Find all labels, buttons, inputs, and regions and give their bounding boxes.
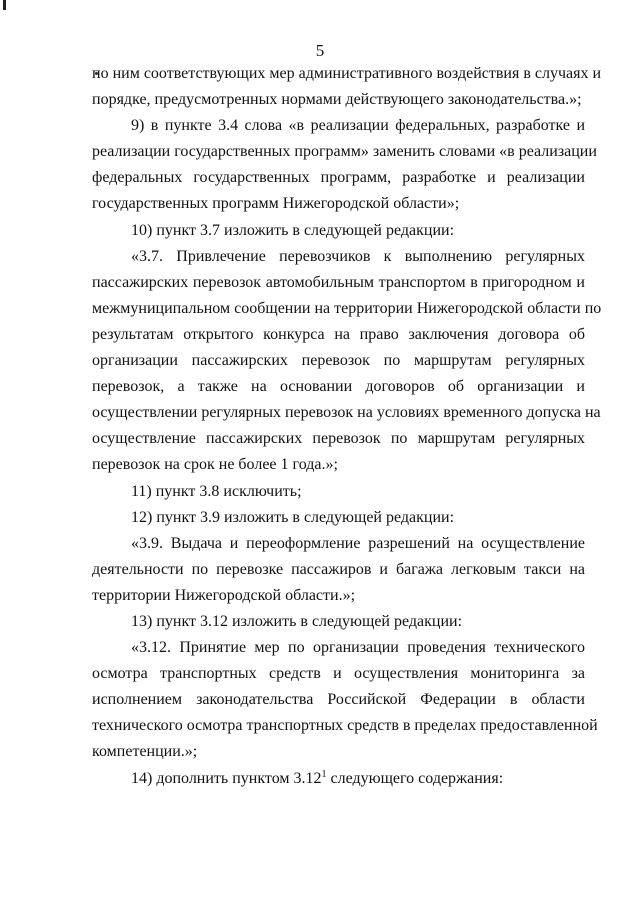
superscript-index: 1 xyxy=(321,768,327,780)
text-line: «3.7. Привлечение перевозчиков к выполнению регулярных xyxy=(131,247,585,265)
text-line: деятельности по перевозке пассажиров и багажа легковым такси на xyxy=(92,560,585,578)
paragraph-item-13 xyxy=(92,609,585,635)
paragraph-continuation xyxy=(92,61,602,113)
text-line: «3.12. Принятие мер по организации проведения технического xyxy=(131,639,585,657)
page-number: 5 xyxy=(315,41,325,60)
text-line: порядке, предусмотренных нормами действующего законодательства.»; xyxy=(92,91,582,109)
document-body xyxy=(92,61,602,792)
text-line: пассажирских перевозок автомобильным транспортом в пригородном и xyxy=(92,273,585,291)
paragraph-item-10 xyxy=(92,218,585,244)
text-line xyxy=(92,766,585,792)
text-line: перевозок на срок не более 1 года.»; xyxy=(92,456,338,474)
text-line: исполнением законодательства Российской Федерации в области xyxy=(92,691,585,709)
text-line: 11) пункт 3.8 исключить; xyxy=(131,482,302,500)
text-line: территории Нижегородской области.»; xyxy=(92,586,356,604)
paragraph-item-11 xyxy=(92,479,585,505)
text-line: 9) в пункте 3.4 слова «в реализации федеральных, разработке и xyxy=(131,117,585,135)
text-line: 13) пункт 3.12 изложить в следующей редакции: xyxy=(131,612,463,630)
text-line: межмуниципальном сообщении на территории Нижегородской области по xyxy=(92,299,602,317)
text-line: компетенции.»; xyxy=(92,743,198,761)
text-line: «3.9. Выдача и переоформление разрешений на осуществление xyxy=(131,534,585,552)
paragraph-quote-3-7 xyxy=(92,244,602,479)
text-line: 10) пункт 3.7 изложить в следующей редакции: xyxy=(131,221,455,239)
item-14-text: 14) дополнить пунктом 3.12 xyxy=(131,769,322,787)
paragraph-item-14 xyxy=(92,766,585,792)
item-14-text-end: следующего содержания: xyxy=(326,769,504,787)
text-line: государственных программ Нижегородской области»; xyxy=(92,195,460,213)
paragraph-item-9 xyxy=(92,113,597,217)
text-line: федеральных государственных программ, разработке и реализации xyxy=(92,169,585,187)
text-line: технического осмотра транспортных средств в пределах предоставленной xyxy=(92,717,598,735)
paragraph-quote-3-12 xyxy=(92,635,598,765)
text-line: 12) пункт 3.9 изложить в следующей редакции: xyxy=(131,508,455,526)
text-line: осуществление пассажирских перевозок по маршрутам регулярных xyxy=(92,430,585,448)
text-line: осмотра транспортных средств и осуществления мониторинга за xyxy=(92,665,585,683)
text-line: организации пассажирских перевозок по маршрутам регулярных xyxy=(92,352,585,370)
paragraph-quote-3-9 xyxy=(92,531,585,609)
paragraph-item-12 xyxy=(92,505,585,531)
text-line: реализации государственных программ» заменить словами «в реализации xyxy=(92,143,597,161)
text-line: осуществлении регулярных перевозок на условиях временного допуска на xyxy=(92,404,601,422)
text-line: результатам открытого конкурса на право заключения договора об xyxy=(92,325,585,343)
text-line: по ним соответствующих мер административного воздействия в случаях и xyxy=(92,65,602,82)
text-line: перевозок, а также на основании договоров об организации и xyxy=(92,378,585,396)
scan-mark xyxy=(3,0,6,10)
